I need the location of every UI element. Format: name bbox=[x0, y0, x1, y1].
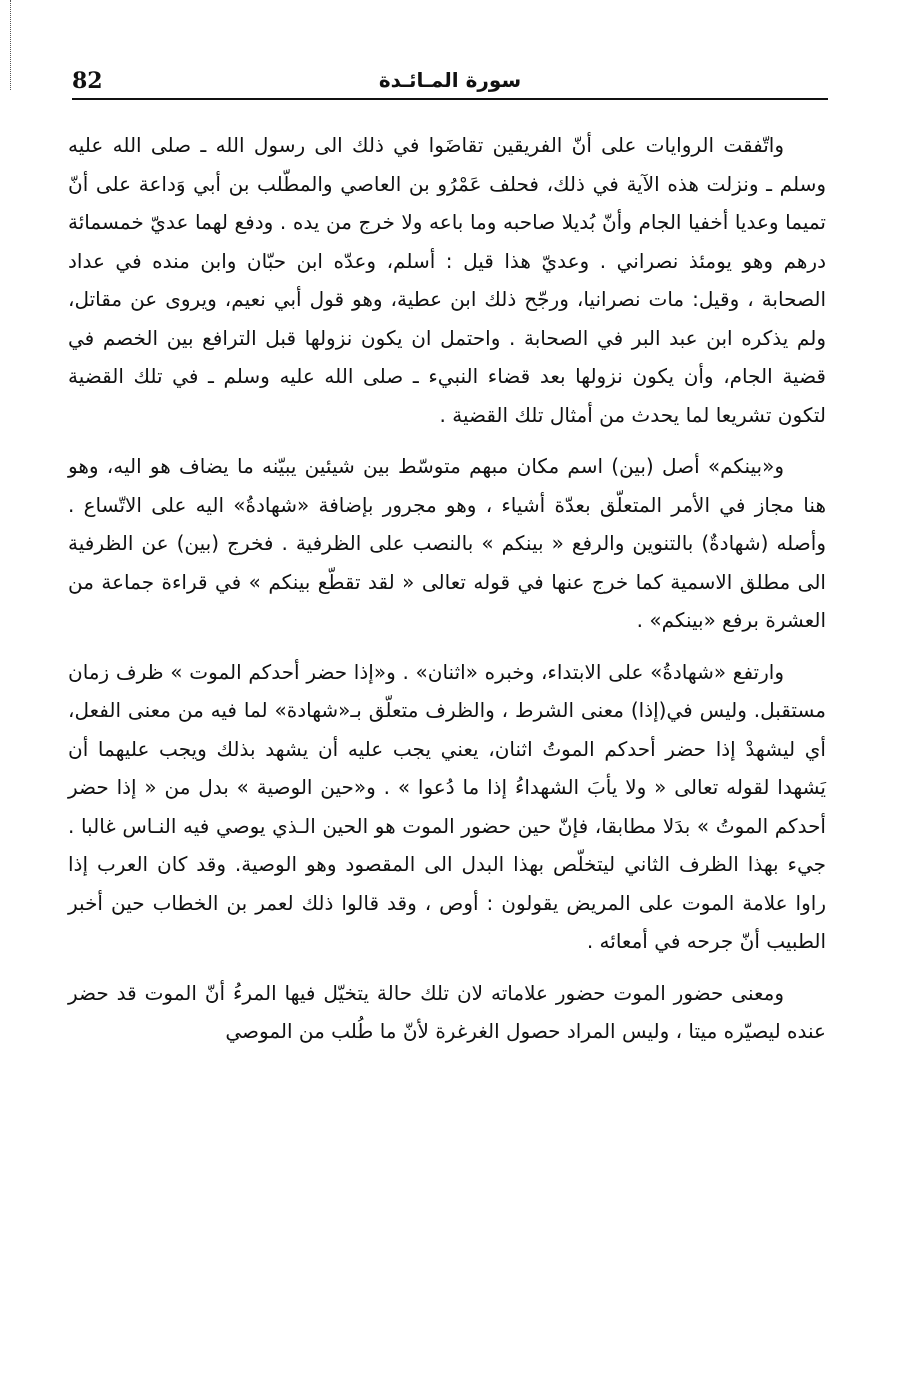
paragraph-3: وارتفع «شهادةُ» على الابتداء، وخبره «اثنان» . و«إذا حضر أحدكم الموت » ظرف زمان مستقبل. وليس في(إذا) معنى الشرط ، والظرف متعلّق بـ«شهادة» لما فيه من معنى الفعل، أي ليشهدْ إذا حضر أحدكم الموتُ اثنان، يعني يجب عليه أن يشهد بذلك ويجب عليهما أن يَشهدا لقوله تعالى « ولا يأبَ الشهداءُ إذا ما دُعوا » . و«حين الوصية » بدل من « إذا حضر أحدكم الموتُ » بدَلا مطابقا، فإنّ حين حضور الموت هو الحين الـذي يوصي فيه النـاس غالبا . جيء بهذا الظرف الثاني ليتخلّص بهذا البدل الى المقصود وهو الوصية. وقد كان العرب إذا راوا علامة الموت على المريض يقولون : أوص ، وقد قالوا ذلك لعمر بن الخطاب حين أخبر الطبيب أنّ جرحه في أمعائه . bbox=[68, 659, 826, 953]
paragraph-1: واتّفقت الروايات على أنّ الفريقين تقاضَوا في ذلك الى رسول الله ـ صلى الله عليه وسلم ـ ونزلت هذه الآية في ذلك، فحلف عَمْرُو بن العاصي والمطّلب بن أبي وَداعة على أنّ تميما وعديا أخفيا الجام وأنّ بُديلا صاحبه وما باعه ولا خرج من يده . ودفع لهما عديّ خمسمائة درهم وهو يومئذ نصراني . وعديّ هذا قيل : أسلم، وعدّه ابن حبّان وابن منده في عداد الصحابة ، وقيل: مات نصرانيا، ورجّح ذلك ابن عطية، وهو قول أبي نعيم، ويروى عن مقاتل، ولم يذكره ابن عبد البر في الصحابة . واحتمل ان يكون نزولها قبل الترافع بين الخصم في قضية الجام، وأن يكون نزولها بعد قضاء النبيء ـ صلى الله عليه وسلم ـ في تلك القضية لتكون تشريعا لما يحدث من أمثال تلك القضية . bbox=[68, 133, 826, 427]
header-rule bbox=[72, 98, 828, 100]
page-header bbox=[72, 62, 828, 100]
running-title: سورة المـائـدة bbox=[378, 68, 522, 92]
paragraph-2: و«بينكم» أصل (بين) اسم مكان مبهم متوسّط بين شيئين يبيّنه ما يضاف هو اليه، وهو هنا مجاز في الأمر المتعلّق بعدّة أشياء ، وهو مجرور بإضافة «شهادةُ» اليه على الاتّساع . وأصله (شهادةٌ) بالتنوين والرفع « بينكم » بالنصب على الظرفية . فخرج (بين) عن الظرفية الى مطلق الاسمية كما خرج عنها في قوله تعالى « لقد تقطّع بينكم » في قراءة جماعة من العشرة برفع «بينكم» . bbox=[68, 454, 826, 632]
scan-edge-mark bbox=[10, 0, 12, 90]
page-number: 82 bbox=[72, 68, 103, 94]
body-text bbox=[68, 126, 826, 1051]
paragraph-4: ومعنى حضور الموت حضور علاماته لان تلك حالة يتخيّل فيها المرءُ أنّ الموت قد حضر عنده ليصيّره ميتا ، وليس المراد حصول الغرغرة لأنّ ما طُلب من الموصي bbox=[68, 980, 826, 1043]
